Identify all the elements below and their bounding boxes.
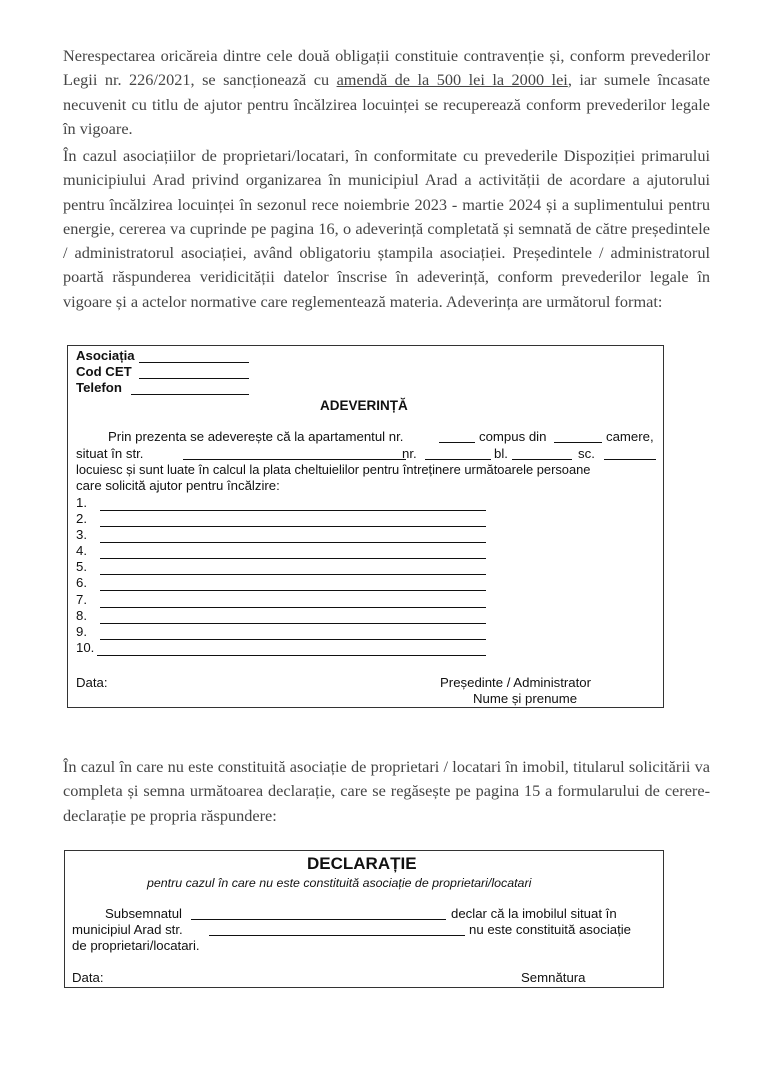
- person-blank: [100, 607, 486, 608]
- person-blank: [100, 590, 486, 591]
- line1-text-b: compus din: [479, 429, 547, 444]
- data-label: Data:: [76, 675, 108, 690]
- declar-text: declar că la imobilul situat în: [451, 906, 617, 921]
- adeverinta-form: [67, 345, 664, 708]
- subsemnatul-label: Subsemnatul: [105, 906, 182, 921]
- person-blank: [100, 574, 486, 575]
- person-blank: [100, 558, 486, 559]
- data-label: Data:: [72, 970, 104, 985]
- line2-text-a: situat în str.: [76, 446, 144, 461]
- rooms-blank: [554, 442, 602, 443]
- line2-text-c: bl.: [494, 446, 508, 461]
- line1-text-a: Prin prezenta se adeverește că la apartamentul nr.: [108, 429, 404, 444]
- signer-label: Președinte / Administrator: [440, 675, 591, 690]
- paragraph-penalty: [63, 44, 710, 141]
- person-blank: [100, 623, 486, 624]
- sc-blank: [604, 459, 656, 460]
- signature-label: Semnătura: [521, 970, 586, 985]
- asociatia-label: Asociația: [76, 348, 135, 363]
- not-constituted-text: nu este constituită asociație: [469, 922, 632, 937]
- person-number: 5.: [76, 559, 87, 574]
- paragraph-no-association: În cazul în care nu este constituită asociație de proprietari / locatari în imobil, titularul solicitării va completa și semna următoarea declarație, care se regăsește pe pagina 15 a formularului de cerere-declarație pe propria răspundere:: [63, 757, 710, 825]
- person-blank: [100, 526, 486, 527]
- nr-blank: [425, 459, 491, 460]
- person-number: 6.: [76, 575, 87, 590]
- line2-text-b: nr.: [402, 446, 417, 461]
- declaratie-form: [64, 850, 664, 988]
- apartment-blank: [439, 442, 475, 443]
- paragraph-text: Nerespectarea oricăreia dintre cele două obligații constituie contravenție și, conform prevederilor Legii nr. 226/2021, se sancționează cu: [63, 46, 710, 90]
- line4-text: care solicită ajutor pentru încălzire:: [76, 478, 280, 493]
- person-number: 7.: [76, 592, 87, 607]
- name-blank: [191, 919, 446, 920]
- telefon-blank: [131, 394, 249, 395]
- person-number: 9.: [76, 624, 87, 639]
- signer-name-label: Nume și prenume: [473, 691, 578, 706]
- telefon-label: Telefon: [76, 380, 122, 395]
- person-blank: [100, 542, 486, 543]
- declaratie-line3: de proprietari/locatari.: [72, 938, 200, 953]
- bl-blank: [512, 459, 572, 460]
- paragraph-text: , iar sumele încasate necuvenit cu titlu de ajutor pentru încălzirea locuinței se recuperează conform prevederilor legale în vigoare.: [63, 70, 711, 138]
- street-blank: [209, 935, 465, 936]
- person-number: 1.: [76, 495, 87, 510]
- line3-text: locuiesc și sunt luate în calcul la plata cheltuielilor pentru întreținere următoarele persoane: [76, 462, 591, 477]
- person-number: 10.: [76, 640, 95, 655]
- person-number: 3.: [76, 527, 87, 542]
- person-blank: [100, 639, 486, 640]
- person-number: 8.: [76, 608, 87, 623]
- fine-amount-underlined: amendă de la 500 lei la 2000 lei: [336, 70, 568, 90]
- cod-cet-label: Cod CET: [76, 364, 132, 379]
- cod-cet-blank: [139, 378, 249, 379]
- paragraph-association: În cazul asociațiilor de proprietari/locatari, în conformitate cu prevederile Dispoziției primarului municipiului Arad privind organizarea în municipiul Arad a activității de acordare a ajutorului pentru încălzirea locuinței în sezonul rece noiembrie 2023 - martie 2024 și a suplimentului pentru energie, cererea va cuprinde pe pagina 16, o adeverință completată și semnată de către președintele / administratorul asociației, având obligatoriu ștampila asociației. Președintele / administratorul poartă răspunderea veridicității datelor înscrise în adeverință, conform prevederilor legale în vigoare și a actelor normative care reglementează materia. Adeverința are următorul format:: [63, 146, 710, 311]
- address-label: municipiul Arad str.: [72, 922, 183, 937]
- asociatia-blank: [139, 362, 249, 363]
- adeverinta-title: ADEVERINȚĂ: [320, 398, 408, 413]
- person-blank: [97, 655, 486, 656]
- person-blank: [100, 510, 486, 511]
- person-number: 4.: [76, 543, 87, 558]
- person-number: 2.: [76, 511, 87, 526]
- line1-text-c: camere,: [606, 429, 654, 444]
- line2-text-d: sc.: [578, 446, 595, 461]
- declaratie-title: DECLARAȚIE: [307, 854, 417, 873]
- street-blank: [183, 459, 406, 460]
- declaratie-subtitle: pentru cazul în care nu este constituită asociație de proprietari/locatari: [147, 876, 532, 890]
